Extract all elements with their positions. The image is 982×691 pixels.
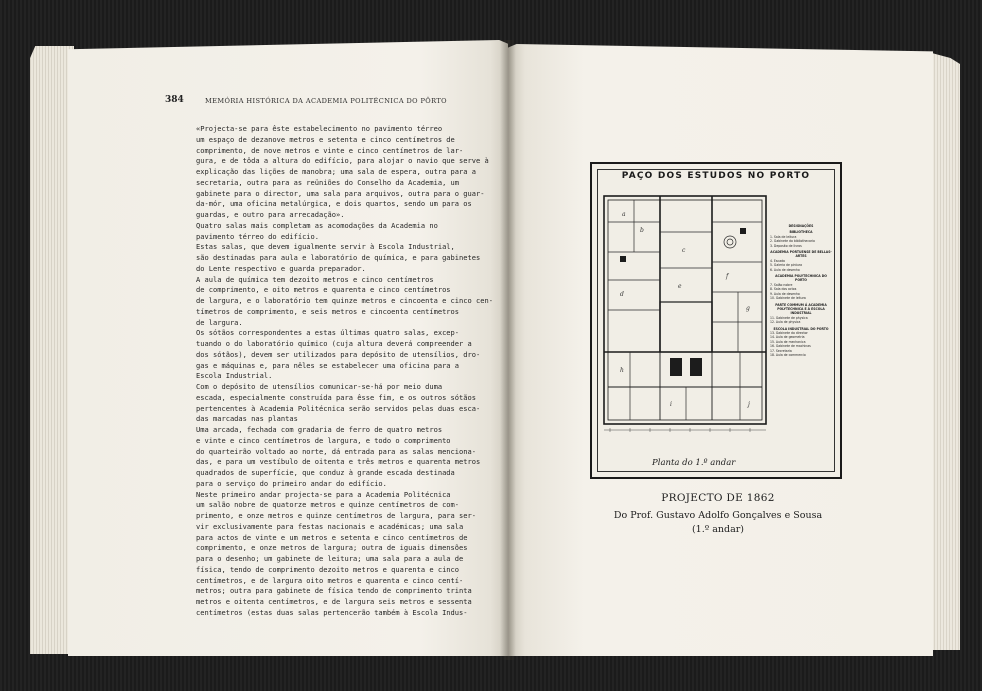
text-line: são destinadas para aula e laboratório de química, e para gabinetes bbox=[196, 253, 481, 262]
text-line: Estas salas, que devem igualmente servir à Escola Industrial, bbox=[196, 242, 455, 252]
svg-text:f: f bbox=[726, 273, 729, 280]
svg-text:j: j bbox=[748, 401, 750, 408]
text-line: gas e máquinas e, para nêles se estabelecer uma oficina para a bbox=[196, 360, 460, 370]
legend-item: 7. Salão nobre bbox=[770, 282, 793, 287]
text-line: centímetros (estas duas salas pertencerão também à Escola Indus- bbox=[196, 607, 468, 617]
legend-item: 15. Aula de mechanica bbox=[770, 339, 806, 344]
text-line: pertencentes à Academia Politécnica serão servidos pelas duas esca- bbox=[196, 403, 481, 413]
text-line: A aula de química tem dezoito metros e cinco centímetros bbox=[196, 274, 434, 284]
text-line: de largura. bbox=[196, 317, 243, 327]
text-line: comprimento, de nove metros e vinte e cinco centímetros de lar- bbox=[196, 145, 464, 155]
svg-text:h: h bbox=[620, 367, 624, 374]
body-text bbox=[196, 124, 493, 619]
floor-plan-figure bbox=[590, 162, 842, 479]
text-line: comprimento, e onze metros de largura; outra de iguais dimensões bbox=[196, 543, 468, 553]
left-page-edges bbox=[30, 46, 74, 654]
text-line: guardas, e outro para arrecadação». bbox=[196, 210, 345, 219]
legend-item: 13. Gabinete do director bbox=[770, 330, 808, 335]
legend-item: 9. Aula de desenho bbox=[770, 291, 800, 296]
text-line: secretaria, outra para as reüniões do Conselho da Academia, um bbox=[196, 177, 460, 187]
svg-text:e: e bbox=[678, 283, 682, 290]
text-line: primento, e onze metros e quinze centímetros de largura, para ser- bbox=[196, 511, 477, 520]
plan-signature: Planta do 1.º andar bbox=[652, 458, 736, 468]
plan-legend bbox=[770, 222, 832, 357]
text-line: gura, e de tôda a altura do edifício, para alojar o navio que serve à bbox=[196, 156, 489, 166]
text-line: para o desenho; um gabinete de leitura; uma sala para a aula de bbox=[196, 554, 464, 563]
text-line: «Projecta-se para êste estabelecimento no pavimento térreo bbox=[196, 124, 443, 133]
text-line: do quarteirão voltado ao norte, dá entrada para as salas menciona- bbox=[196, 446, 477, 456]
legend-heading: BIBLIOTHECA bbox=[789, 230, 813, 235]
book-gutter bbox=[500, 40, 516, 660]
legend-item: 16. Gabinete de machinas bbox=[770, 344, 811, 349]
text-line: e vinte e cinco centímetros de largura, e todo o comprimento bbox=[196, 435, 451, 445]
legend-item: 3. Deposito de livros bbox=[770, 243, 802, 248]
svg-text:i: i bbox=[670, 401, 672, 408]
text-line: de comprimento, e oito metros e quarenta e cinco centímetros bbox=[196, 285, 451, 295]
legend-item: 1. Sala de leitura bbox=[770, 234, 797, 239]
legend-item: 11. Gabinete de physica bbox=[770, 315, 808, 320]
caption-note: (1.º andar) bbox=[691, 524, 745, 535]
legend-item: 10. Gabinete de leitura bbox=[770, 296, 806, 301]
text-line: quadrados de superfície, que conduz à grande escada destinada bbox=[196, 468, 455, 477]
text-line: da-mór, uma oficina metalúrgica, e dois quartos, sendo um para os bbox=[196, 199, 472, 209]
floor-plan-drawing bbox=[600, 192, 770, 454]
svg-text:g: g bbox=[746, 305, 750, 312]
svg-text:c: c bbox=[682, 247, 686, 254]
legend-item: 18. Aula de commercio bbox=[770, 352, 806, 357]
legend-item: 14. Aula de geometria bbox=[770, 335, 805, 340]
legend-heading: ESCOLA INDUSTRIAL DO PORTO bbox=[773, 326, 829, 331]
text-line: explicação das lições de manobra; uma sala de espera, outra para a bbox=[196, 167, 477, 176]
page-number: 384 bbox=[165, 95, 184, 105]
text-line: escada, especialmente construída para êsse fim, e os outros sótãos bbox=[196, 392, 477, 402]
text-line: um espaço de dezanove metros e setenta e cinco centímetros de bbox=[196, 134, 455, 144]
legend-item: 6. Aula de desenho bbox=[770, 267, 800, 272]
legend-item: 17. Secretaria bbox=[770, 348, 792, 353]
text-line: do Lente respectivo e guarda preparador. bbox=[196, 263, 366, 273]
caption-author: Do Prof. Gustavo Adolfo Gonçalves e Sousa bbox=[613, 510, 823, 521]
text-line: gabinete para o director, uma sala para arquivos, outra para o guar- bbox=[196, 188, 485, 198]
running-title: MEMÓRIA HISTÓRICA DA ACADEMIA POLITÉCNICA DO PÔRTO bbox=[205, 97, 447, 105]
text-line: um salão nobre de quatorze metros e quinze centímetros de com- bbox=[196, 500, 460, 510]
text-line: metros e oitenta centímetros, e de largura seis metros e sessenta bbox=[196, 597, 472, 606]
text-line: das marcadas nas plantas bbox=[196, 414, 298, 424]
legend-item: 2. Gabinete do bibliothecario bbox=[770, 239, 815, 244]
legend-heading: PARTE COMMUM Á ACADEMIA POLYTECHNICA E Á ESCOLA INDUSTRIAL bbox=[775, 302, 827, 316]
text-line: Os sótãos correspondentes a estas últimas quatro salas, excep- bbox=[196, 328, 460, 338]
legend-heading: DESIGNAÇÕES bbox=[788, 224, 814, 228]
text-line: Neste primeiro andar projecta-se para a Academia Politécnica bbox=[196, 489, 451, 499]
text-line: de largura, e o laboratório tem quinze metros e cincoenta e cinco cen- bbox=[196, 296, 493, 305]
svg-text:b: b bbox=[640, 227, 644, 234]
text-line: tuando o do laboratório químico (cuja altura deverá compreender a bbox=[196, 339, 472, 348]
svg-text:d: d bbox=[620, 291, 624, 298]
caption-title: PROJECTO DE 1862 bbox=[661, 492, 775, 504]
legend-item: 5. Galeria de pintura bbox=[770, 263, 802, 268]
text-line: Uma arcada, fechada com gradaria de ferro de quatro metros bbox=[196, 425, 443, 434]
text-line: física, tendo de comprimento dezoito metros e quarenta e cinco bbox=[196, 564, 460, 574]
text-line: centímetros, e de largura oito metros e quarenta e cinco centí- bbox=[196, 575, 464, 585]
text-line: vir exclusivamente para festas nacionais e académicas; uma sala bbox=[196, 521, 464, 531]
text-line: metros; outra para gabinete de física tendo de comprimento trinta bbox=[196, 586, 472, 596]
text-line: dos sótãos), devem ser utilizados para depósito de utensílios, dro- bbox=[196, 349, 481, 359]
text-line: para o serviço do primeiro andar do edifício. bbox=[196, 478, 387, 488]
text-line: Escola Industrial. bbox=[196, 371, 273, 381]
legend-heading: ACADEMIA PORTUENSE DE BELLAS-ARTES bbox=[770, 250, 832, 259]
text-line: para actos de vinte e um metros e setenta e cinco centímetros de bbox=[196, 532, 468, 542]
svg-text:a: a bbox=[622, 211, 626, 218]
legend-heading: ACADEMIA POLYTECHNICA DO PORTO bbox=[775, 274, 827, 283]
text-line: das, e para um vestíbulo de oitenta e três metros e quarenta metros bbox=[196, 457, 481, 467]
legend-item: 12. Aula de physica bbox=[770, 320, 801, 325]
text-line: pavimento térreo do edifício. bbox=[196, 231, 320, 241]
plan-title: PAÇO DOS ESTUDOS NO PORTO bbox=[621, 171, 811, 181]
legend-item: 8. Sala dos actos bbox=[770, 287, 797, 292]
text-line: tímetros de comprimento, e seis metros e cincoenta centímetros bbox=[196, 306, 460, 316]
text-line: Com o depósito de utensílios comunicar-se-há por meio duma bbox=[196, 382, 443, 391]
legend-item: 4. Escada bbox=[770, 258, 785, 263]
text-line: Quatro salas mais completam as acomodações da Academia no bbox=[196, 220, 438, 230]
